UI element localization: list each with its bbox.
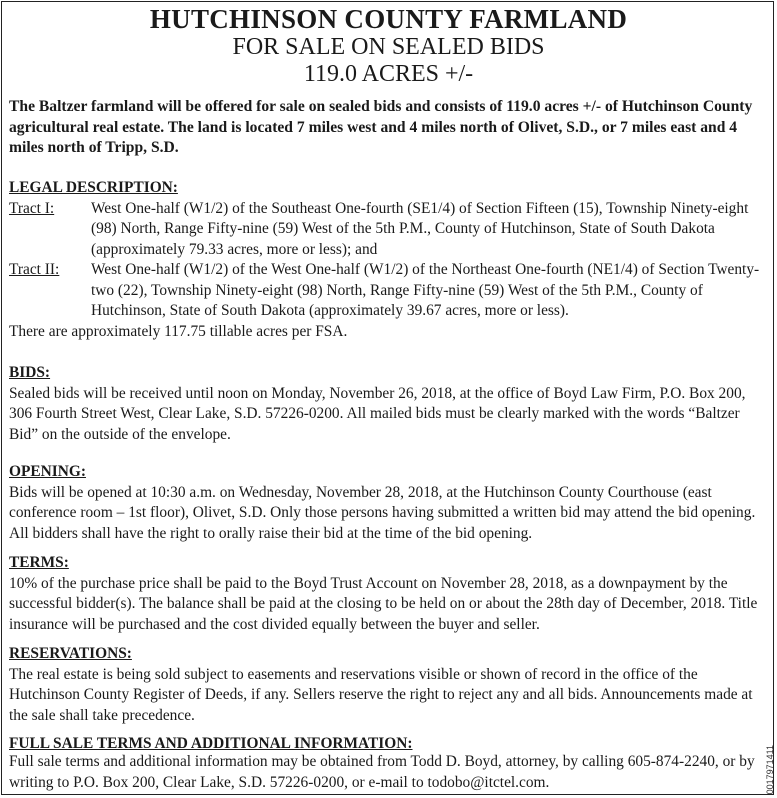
bids-heading: BIDS:: [9, 364, 51, 381]
opening-heading: OPENING:: [9, 463, 86, 480]
tract-1-text: West One-half (W1/2) of the Southeast One-fourth (SE1/4) of Section Fifteen (15), Township Ninety-eight (98) North, Range Fifty-nine (59) West of the 5th P.M., County of Hutchinson, State of South Dakota (approximately 79.33 acres, more or less); and: [91, 199, 749, 258]
ad-code: 0017971411: [765, 744, 775, 794]
terms-heading: TERMS:: [9, 554, 69, 571]
legal-description-heading: LEGAL DESCRIPTION:: [9, 179, 178, 196]
tract-2: [9, 260, 771, 322]
legal-description-section: [9, 178, 771, 342]
full-terms-heading: FULL SALE TERMS AND ADDITIONAL INFORMATION:: [9, 735, 413, 752]
reservations-heading: RESERVATIONS:: [9, 645, 132, 662]
bids-text: Sealed bids will be received until noon on Monday, November 26, 2018, at the office of Boyd Law Firm, P.O. Box 200, 306 Fourth Street West, Clear Lake, S.D. 57226-0200. All mailed bids must be clearly marked with the words “Baltzer Bid” on the outside of the envelope.: [9, 384, 746, 443]
ad-subtitle: FOR SALE ON SEALED BIDS: [232, 34, 545, 60]
opening-text: Bids will be opened at 10:30 a.m. on Wednesday, November 28, 2018, at the Hutchinson County Courthouse (east conference room – 1st floor), Olivet, S.D. Only those persons having submitted a written bid may attend the bid opening. All bidders shall have the right to orally raise their bid at the time of the bid opening.: [9, 483, 756, 542]
terms-section: [9, 553, 771, 635]
ad-title: HUTCHINSON COUNTY FARMLAND: [149, 4, 628, 34]
intro-paragraph: The Baltzer farmland will be offered for sale on sealed bids and consists of 119.0 acres +/- of Hutchinson County agricultural real estate. The land is located 7 miles west and 4 miles north of Olivet, S.D., or 7 miles east and 4 miles north of Tripp, S.D.: [9, 98, 753, 156]
terms-text: 10% of the purchase price shall be paid to the Boyd Trust Account on November 28, 2018, as a downpayment by the successful bidder(s). The balance shall be paid at the closing to be held on or about the 28th day of December, 2018. Title insurance will be purchased and the cost divided equally between the buyer and seller.: [9, 574, 758, 633]
tillable-acres-note: There are approximately 117.75 tillable acres per FSA.: [9, 322, 348, 340]
opening-section: [9, 462, 771, 544]
full-terms-text: Full sale terms and additional information may be obtained from Todd D. Boyd, attorney, by calling 605-874-2240, or by writing to P.O. Box 200, Clear Lake, S.D. 57226-0200, or e-mail to todobo@itctel.com.: [9, 753, 755, 791]
full-terms-section: [9, 735, 771, 793]
ad-acres: 119.0 ACRES +/-: [303, 61, 474, 87]
bids-section: [9, 363, 771, 445]
tract-2-label: Tract II:: [9, 261, 60, 278]
reservations-section: [9, 644, 771, 726]
tract-1-label: Tract I:: [9, 199, 55, 217]
tract-2-text: West One-half (W1/2) of the West One-half (W1/2) of the Northeast One-fourth (NE1/4) of Section Twenty-two (22), Township Ninety-eight (98) North, Range Fifty-nine (59) West of the 5th P.M., County of Hutchinson, State of South Dakota (approximately 39.67 acres, more or less).: [91, 261, 760, 319]
reservations-text: The real estate is being sold subject to easements and reservations visible or shown of record in the office of the Hutchinson County Register of Deeds, if any. Sellers reserve the right to reject any and all bids. Announcements made at the sale shall take precedence.: [9, 665, 753, 724]
tract-1: [9, 199, 771, 261]
